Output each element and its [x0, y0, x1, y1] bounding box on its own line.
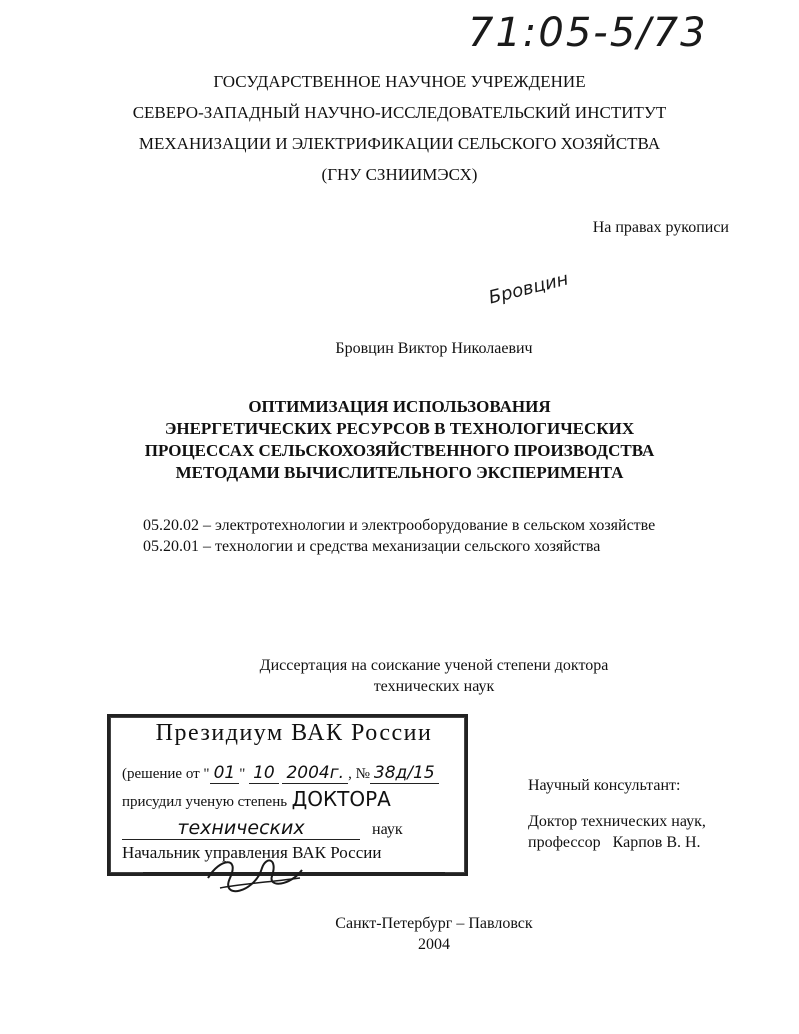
author-signature: Бровцин [486, 268, 571, 309]
author-name: Бровцин Виктор Николаевич [335, 340, 533, 357]
title-line-3: ПРОЦЕССАХ СЕЛЬСКОХОЗЯЙСТВЕННОГО ПРОИЗВОДСТВА [144, 441, 655, 460]
place-and-year [0, 913, 799, 955]
stamp-awarded-prefix: присудил ученую степень [122, 794, 288, 810]
archive-code-handwritten: 71:05-5/73 [468, 10, 708, 56]
scientific-consultant [528, 775, 706, 853]
stamp-field-suffix: наук [372, 821, 403, 838]
stamp-field-line [122, 817, 458, 839]
consultant-label: Научный консультант: [528, 777, 681, 794]
stamp-decision-prefix: (решение от " [122, 766, 210, 782]
institution-abbreviation: (ГНУ СЗНИИМЭСХ) [321, 165, 478, 184]
specialty-line: 05.20.01 – технологии и средства механизации сельского хозяйства [143, 538, 601, 555]
consultant-name: Карпов В. Н. [612, 834, 701, 851]
place: Санкт-Петербург – Павловск [335, 915, 533, 932]
stamp-decision-number: 38д/15 [370, 763, 439, 784]
specialty-codes [143, 515, 655, 557]
degree-statement [0, 655, 799, 697]
consultant-title: профессор [528, 834, 601, 851]
stamp-title: Президиум ВАК России [155, 720, 433, 746]
stamp-awarded-line [122, 787, 391, 811]
stamp-decision-mid: " [239, 766, 246, 782]
institution-line-1: ГОСУДАРСТВЕННОЕ НАУЧНОЕ УЧРЕЖДЕНИЕ [213, 72, 586, 91]
dissertation-title [0, 396, 799, 484]
stamp-decision-day: 01 [210, 763, 240, 784]
degree-line-1: Диссертация на соискание ученой степени доктора [259, 657, 609, 674]
stamp-field: технических [122, 817, 360, 840]
title-line-2: ЭНЕРГЕТИЧЕСКИХ РЕСУРСОВ В ТЕХНОЛОГИЧЕСКИХ [164, 419, 635, 438]
stamp-awarded-degree: ДОКТОРА [291, 787, 391, 811]
stamp-decision-number-label: , № [348, 766, 370, 782]
institution-line-3: МЕХАНИЗАЦИИ И ЭЛЕКТРИФИКАЦИИ СЕЛЬСКОГО ХОЗЯЙСТВА [138, 134, 661, 153]
stamp-chief-line: Начальник управления ВАК России [122, 843, 382, 862]
year: 2004 [418, 936, 450, 953]
specialty-line: 05.20.02 – электротехнологии и электрооборудование в сельском хозяйстве [143, 517, 656, 534]
stamp-signature-scribble [200, 848, 310, 898]
title-line-1: ОПТИМИЗАЦИЯ ИСПОЛЬЗОВАНИЯ [248, 397, 551, 416]
stamp-decision-year: 2004г. [282, 763, 348, 784]
manuscript-rights-notice: На правах рукописи [592, 219, 729, 236]
stamp-decision-line [122, 763, 439, 783]
institution-line-2: СЕВЕРО-ЗАПАДНЫЙ НАУЧНО-ИССЛЕДОВАТЕЛЬСКИЙ ИНСТИТУТ [132, 103, 667, 122]
title-line-4: МЕТОДАМИ ВЫЧИСЛИТЕЛЬНОГО ЭКСПЕРИМЕНТА [175, 463, 624, 482]
consultant-rank: Доктор технических наук, [528, 813, 706, 830]
consultant-name-line [528, 832, 706, 853]
stamp-decision-month: 10 [249, 763, 279, 784]
degree-line-2: технических наук [373, 678, 495, 695]
institution-header [0, 66, 799, 190]
